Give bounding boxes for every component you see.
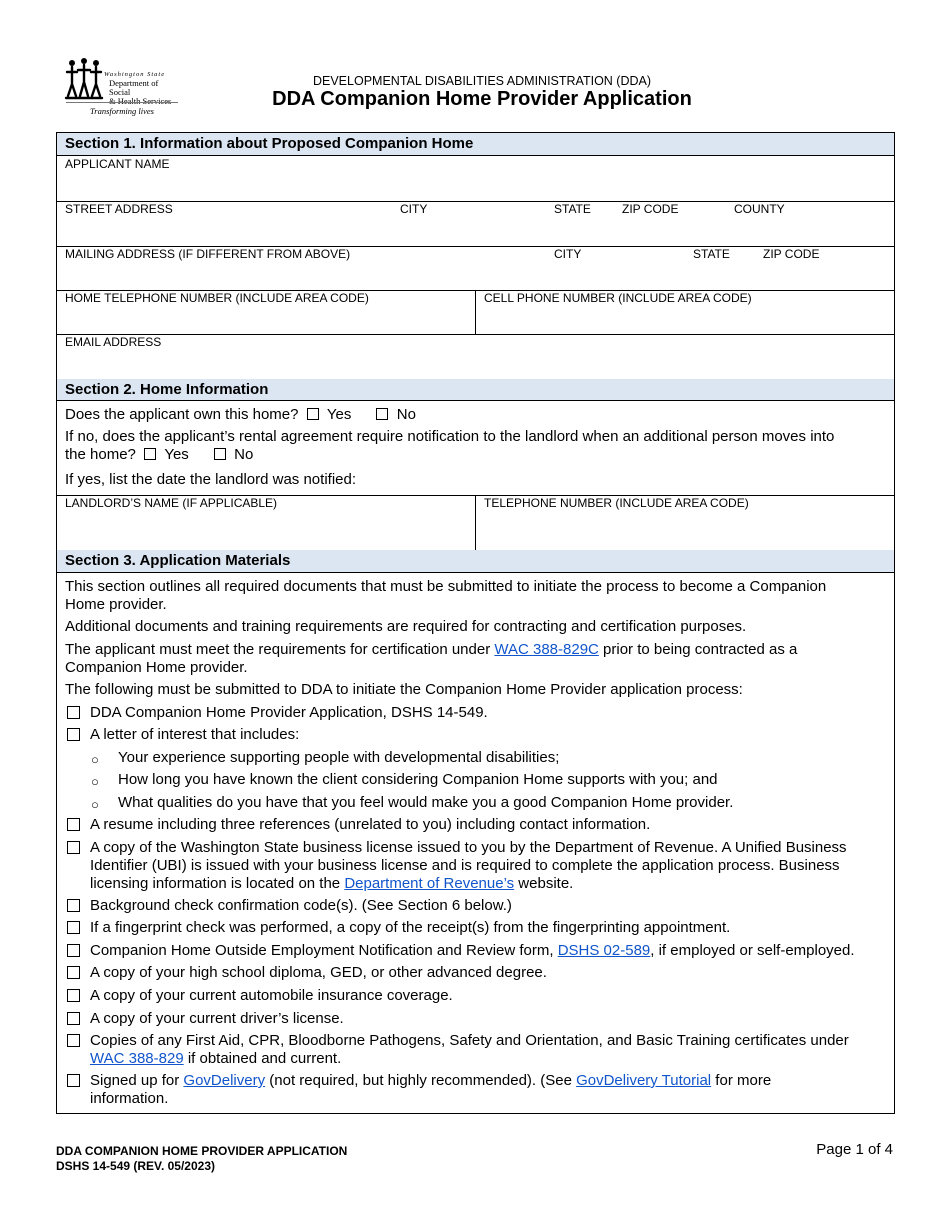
item4-line3: licensing information is located on the Department of Revenue’s website.: [90, 875, 574, 892]
section3-heading: Section 3. Application Materials: [57, 550, 894, 573]
sub3-text: What qualities do you have that you feel would make you a good Companion Home provider.: [118, 794, 734, 811]
rental-question-line2: the home? Yes No: [65, 446, 254, 463]
govdelivery-tutorial-link[interactable]: GovDelivery Tutorial: [576, 1072, 712, 1089]
landlord-row[interactable]: [57, 495, 894, 551]
email-label: EMAIL ADDRESS: [65, 335, 162, 349]
item12-line2: information.: [90, 1090, 169, 1107]
mailing-address-label: MAILING ADDRESS (IF DIFFERENT FROM ABOVE): [65, 247, 351, 261]
mailing-zip-label: ZIP CODE: [763, 247, 820, 261]
item5-text: Background check confirmation code(s). (See Section 6 below.): [90, 897, 512, 914]
applicant-name-field[interactable]: [57, 156, 894, 202]
mailing-city-label: CITY: [554, 247, 582, 261]
item12-checkbox[interactable]: [67, 1074, 80, 1087]
item10-checkbox[interactable]: [67, 1012, 80, 1025]
applicant-name-label: APPLICANT NAME: [65, 157, 170, 171]
zip-code-label: ZIP CODE: [622, 202, 679, 216]
item3-text: A resume including three references (unrelated to you) including contact information.: [90, 816, 651, 833]
own-no-label: No: [396, 406, 416, 423]
footer-form-number: DSHS 14-549 (REV. 05/2023): [56, 1159, 215, 1173]
item1-checkbox[interactable]: [67, 706, 80, 719]
county-label: COUNTY: [734, 202, 785, 216]
item6-checkbox[interactable]: [67, 921, 80, 934]
item11-line2: WAC 388-829 if obtained and current.: [90, 1050, 342, 1067]
rental-yes-label: Yes: [164, 446, 189, 463]
application-materials: [57, 573, 894, 1113]
rental-no-label: No: [234, 446, 254, 463]
bullet-circle-icon: ○: [91, 752, 99, 767]
street-address-label: STREET ADDRESS: [65, 202, 173, 216]
wac-388-829-link[interactable]: WAC 388-829: [90, 1050, 184, 1067]
rental-question-line1: If no, does the applicant’s rental agreement require notification to the landlord when an additional person moves into: [65, 428, 835, 445]
item7-checkbox[interactable]: [67, 944, 80, 957]
home-phone-label: HOME TELEPHONE NUMBER (INCLUDE AREA CODE): [65, 291, 369, 305]
phone-divider: [475, 290, 476, 334]
cell-phone-label: CELL PHONE NUMBER (INCLUDE AREA CODE): [484, 291, 752, 305]
item9-text: A copy of your current automobile insurance coverage.: [90, 987, 453, 1004]
item2-text: A letter of interest that includes:: [90, 726, 300, 743]
city-label: CITY: [400, 202, 428, 216]
agency-name: DEVELOPMENTAL DISABILITIES ADMINISTRATION (DDA): [312, 74, 652, 88]
item10-text: A copy of your current driver’s license.: [90, 1010, 344, 1027]
additional-docs-text: Additional documents and training requirements are required for contracting and certification purposes.: [65, 618, 747, 635]
rental-yes-checkbox[interactable]: [144, 448, 156, 460]
mailing-address-row[interactable]: [57, 246, 894, 291]
street-address-row[interactable]: [57, 201, 894, 247]
submit-list-intro: The following must be submitted to DDA to initiate the Companion Home Provider application process:: [65, 681, 743, 698]
dept-of-revenue-link[interactable]: Department of Revenue’s: [344, 875, 515, 892]
section2-heading: Section 2. Home Information: [57, 379, 894, 401]
item11-checkbox[interactable]: [67, 1034, 80, 1047]
intro-line2: Home provider.: [65, 596, 167, 613]
home-info-block: [57, 401, 894, 496]
logo-state: Washington State: [104, 71, 166, 78]
footer-form-title: DDA COMPANION HOME PROVIDER APPLICATION: [56, 1144, 348, 1158]
sub1-text: Your experience supporting people with developmental disabilities;: [118, 749, 560, 766]
bullet-circle-icon: ○: [91, 774, 99, 789]
item4-line1: A copy of the Washington State business license issued to you by the Department of Revenue. A Unified Business: [90, 839, 847, 856]
item5-checkbox[interactable]: [67, 899, 80, 912]
requirements-line1: The applicant must meet the requirements for certification under WAC 388-829C prior to being contracted as a: [65, 641, 798, 658]
item11-line1: Copies of any First Aid, CPR, Bloodborne Pathogens, Safety and Orientation, and Basic Training certificates under: [90, 1032, 849, 1049]
mailing-state-label: STATE: [693, 247, 730, 261]
phone-row[interactable]: [57, 290, 894, 335]
form-frame: [56, 132, 895, 1114]
logo-department: Department of Social & Health Services: [109, 78, 172, 106]
item8-checkbox[interactable]: [67, 966, 80, 979]
logo-tagline: Transforming lives: [90, 106, 154, 116]
section1-heading: Section 1. Information about Proposed Companion Home: [57, 133, 894, 156]
dshs-02-589-link[interactable]: DSHS 02-589: [557, 942, 651, 959]
form-title: DDA Companion Home Provider Application: [272, 88, 692, 110]
intro-line1: This section outlines all required documents that must be submitted to initiate the process to become a Companion: [65, 578, 827, 595]
own-yes-label: Yes: [326, 406, 352, 423]
item4-line2: Identifier (UBI) is issued with your business license and is required to complete the application process. Business: [90, 857, 840, 874]
own-home-question: Does the applicant own this home? Yes No: [65, 406, 416, 423]
rental-no-checkbox[interactable]: [214, 448, 226, 460]
bullet-circle-icon: ○: [91, 797, 99, 812]
landlord-phone-label: TELEPHONE NUMBER (INCLUDE AREA CODE): [484, 496, 749, 510]
page-number: Page 1 of 4: [816, 1141, 893, 1158]
sub2-text: How long you have known the client considering Companion Home supports with you; and: [118, 771, 718, 788]
own-yes-checkbox[interactable]: [307, 408, 319, 420]
state-label: STATE: [554, 202, 591, 216]
landlord-date-question: If yes, list the date the landlord was notified:: [65, 471, 356, 488]
landlord-divider: [475, 495, 476, 550]
item6-text: If a fingerprint check was performed, a copy of the receipt(s) from the fingerprinting appointment.: [90, 919, 731, 936]
requirements-line2: Companion Home provider.: [65, 659, 248, 676]
item2-checkbox[interactable]: [67, 728, 80, 741]
email-field[interactable]: [57, 334, 894, 380]
own-no-checkbox[interactable]: [376, 408, 388, 420]
item4-checkbox[interactable]: [67, 841, 80, 854]
landlord-name-label: LANDLORD’S NAME (IF APPLICABLE): [65, 496, 278, 510]
item1-text: DDA Companion Home Provider Application, DSHS 14-549.: [90, 704, 488, 721]
item3-checkbox[interactable]: [67, 818, 80, 831]
item8-text: A copy of your high school diploma, GED, or other advanced degree.: [90, 964, 547, 981]
govdelivery-link[interactable]: GovDelivery: [183, 1072, 266, 1089]
item7-text: Companion Home Outside Employment Notification and Review form, DSHS 02-589, if employed or self-employed.: [90, 942, 855, 959]
wac-388-829c-link[interactable]: WAC 388-829C: [494, 641, 599, 658]
item9-checkbox[interactable]: [67, 989, 80, 1002]
item12-line1: Signed up for GovDelivery (not required, but highly recommended). (See GovDelivery Tutorial for more: [90, 1072, 772, 1089]
